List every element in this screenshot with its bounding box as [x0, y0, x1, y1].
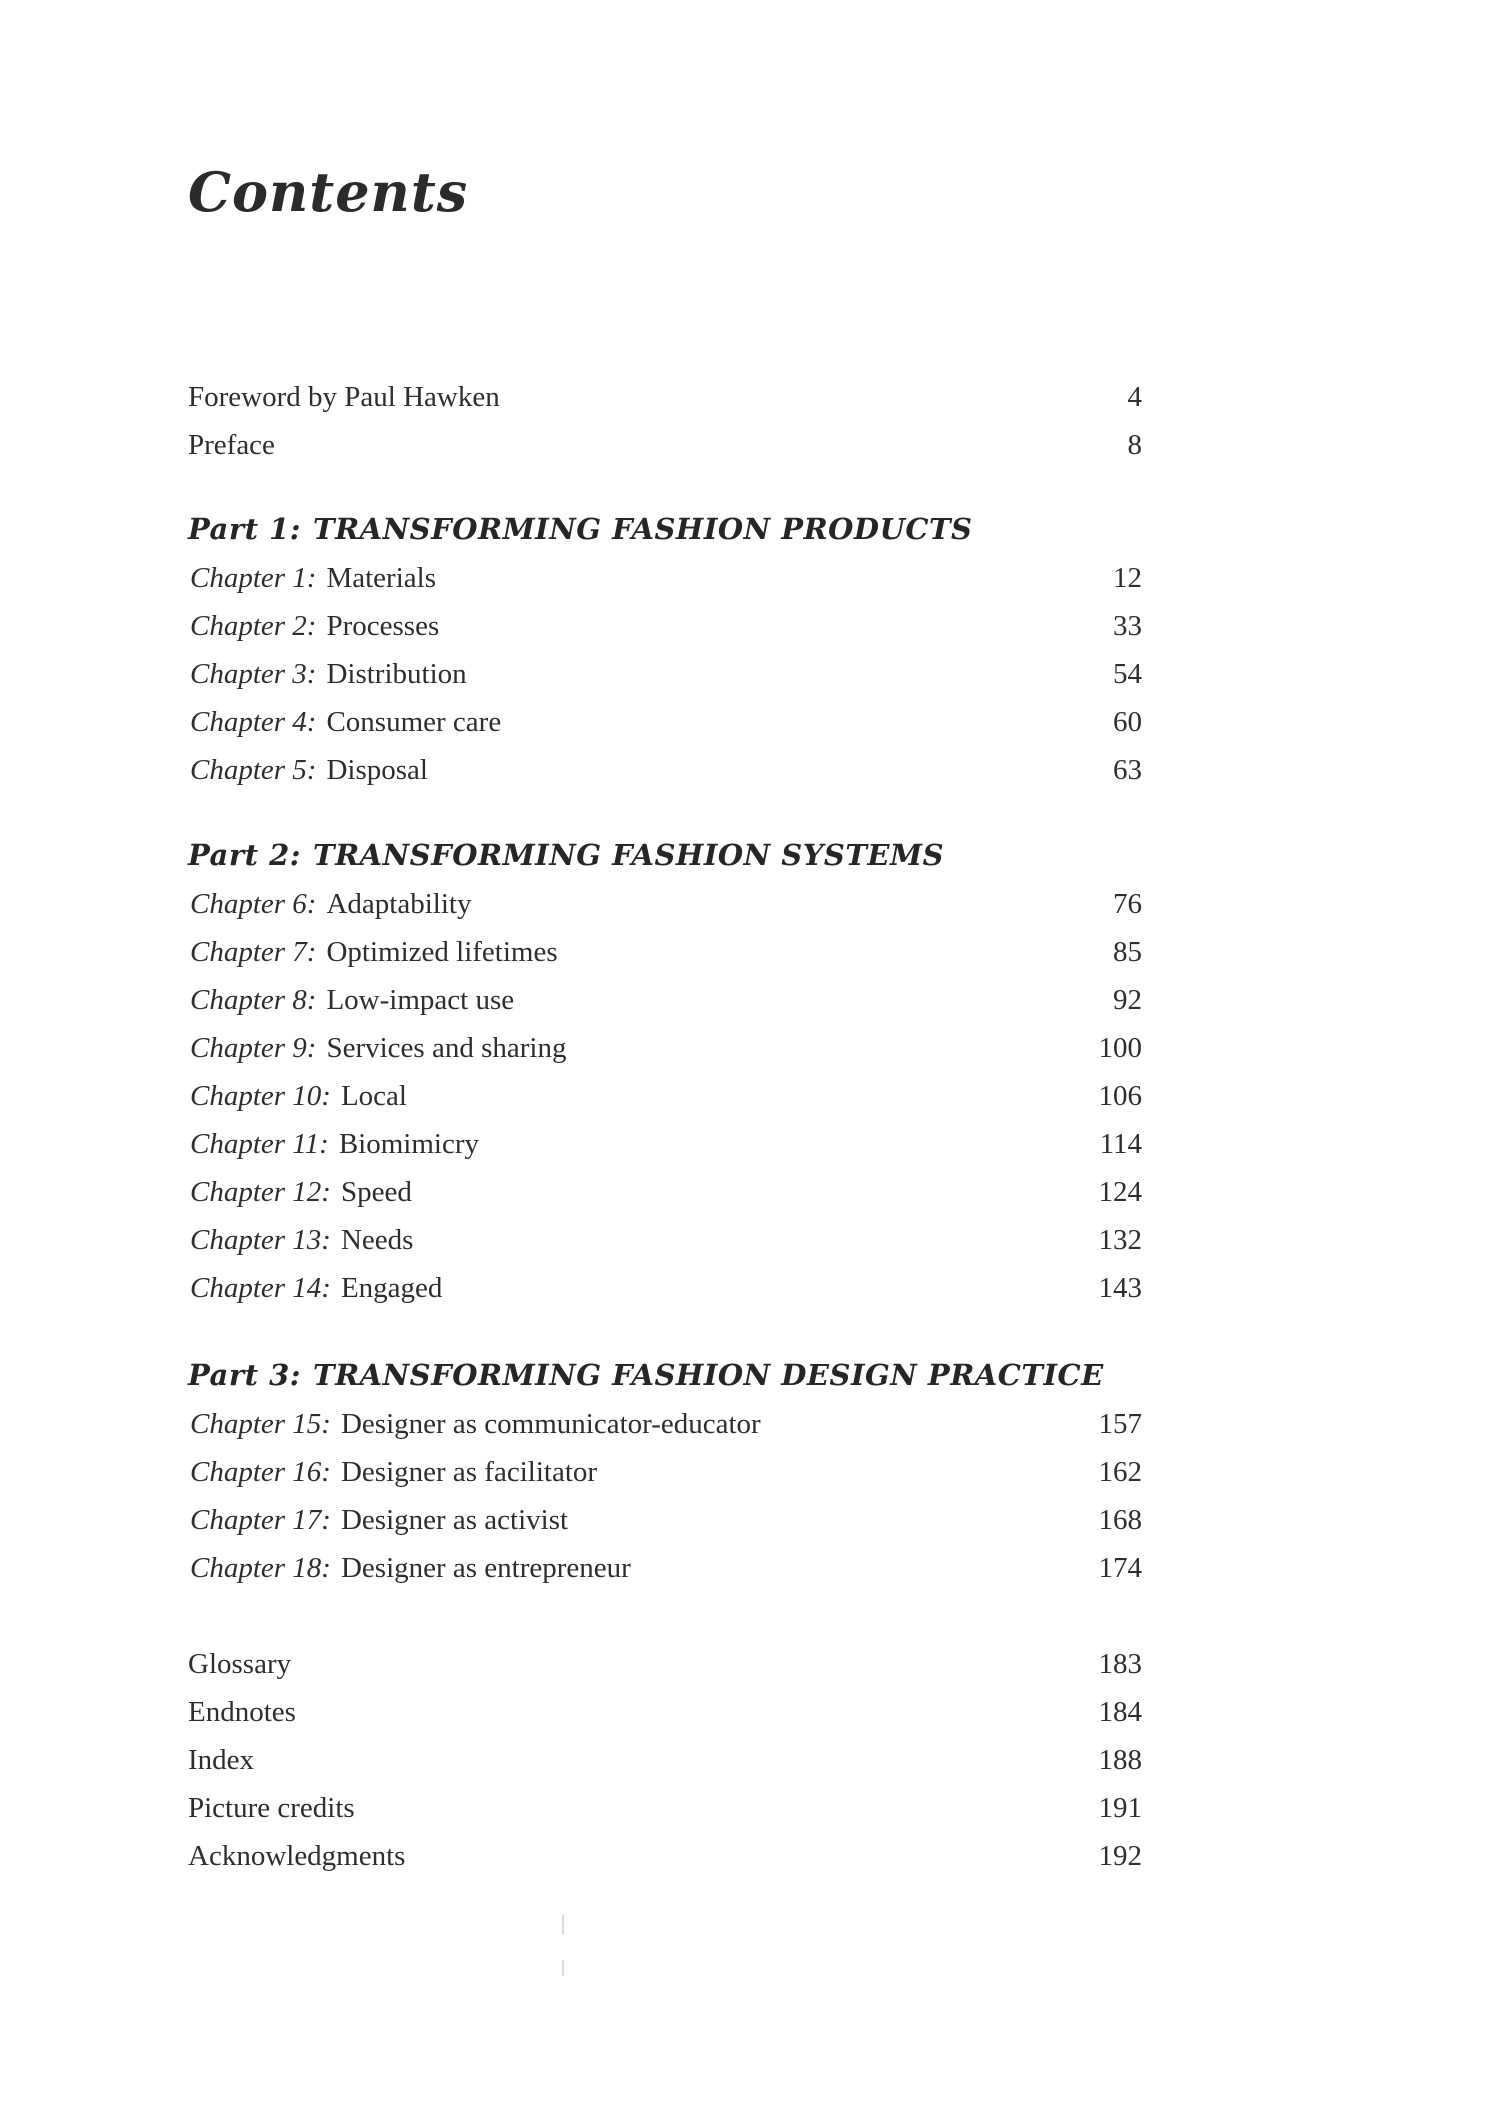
- part-2-heading: [188, 830, 1142, 880]
- toc-chapter-row[interactable]: [188, 976, 1142, 1024]
- toc-entry-page: 184: [1098, 1696, 1142, 1728]
- part-2-section: [188, 830, 1142, 1312]
- chapter-number: Chapter 6:: [190, 888, 317, 920]
- part-label: Part 3:: [188, 1358, 301, 1392]
- toc-entry-label: [188, 1120, 479, 1168]
- chapter-number: Chapter 11:: [190, 1128, 329, 1160]
- chapter-title: Materials: [326, 562, 436, 594]
- chapter-number: Chapter 1:: [190, 562, 317, 594]
- chapter-title: Local: [340, 1080, 407, 1112]
- toc-chapter-row[interactable]: [188, 1072, 1142, 1120]
- toc-entry-picture-credits[interactable]: [188, 1784, 1142, 1832]
- chapter-number: Chapter 4:: [190, 706, 317, 738]
- chapter-title: Designer as communicator-educator: [340, 1408, 761, 1440]
- chapter-title: Consumer care: [326, 706, 502, 738]
- chapter-title: Needs: [340, 1224, 414, 1256]
- toc-entry-label: Acknowledgments: [188, 1840, 406, 1872]
- chapter-title: Distribution: [326, 658, 467, 690]
- toc-chapter-row[interactable]: [188, 1544, 1142, 1592]
- toc-entry-label: [188, 746, 428, 794]
- toc-entry-page: 33: [1113, 610, 1142, 642]
- toc-entry-page: 162: [1098, 1456, 1142, 1488]
- chapter-title: Designer as activist: [340, 1504, 569, 1536]
- toc-entry-label: [188, 928, 558, 976]
- toc-entry-label: [188, 554, 436, 602]
- toc-entry-preface[interactable]: [188, 421, 1142, 469]
- toc-chapter-row[interactable]: [188, 1400, 1142, 1448]
- toc-entry-label: [188, 1544, 631, 1592]
- toc-entry-page: 8: [1127, 429, 1142, 461]
- chapter-number: Chapter 15:: [190, 1408, 331, 1440]
- toc-entry-page: 100: [1098, 1032, 1142, 1064]
- toc-entry-label: [188, 880, 471, 928]
- toc-entry-label: [188, 1264, 442, 1312]
- toc-chapter-row[interactable]: [188, 1168, 1142, 1216]
- part-label: Part 1:: [188, 512, 301, 546]
- chapter-number: Chapter 18:: [190, 1552, 331, 1584]
- toc-entry-acknowledgments[interactable]: [188, 1832, 1142, 1880]
- toc-chapter-row[interactable]: [188, 602, 1142, 650]
- chapter-number: Chapter 5:: [190, 754, 317, 786]
- chapter-title: Biomimicry: [338, 1128, 479, 1160]
- toc-entry-page: 85: [1113, 936, 1142, 968]
- chapter-number: Chapter 16:: [190, 1456, 331, 1488]
- toc-entry-label: Glossary: [188, 1648, 292, 1680]
- toc-entry-page: 92: [1113, 984, 1142, 1016]
- toc-entry-page: 174: [1098, 1552, 1142, 1584]
- toc-entry-endnotes[interactable]: [188, 1688, 1142, 1736]
- part-3-heading: [188, 1350, 1142, 1400]
- toc-chapter-row[interactable]: [188, 698, 1142, 746]
- toc-entry-page: 124: [1098, 1176, 1142, 1208]
- chapter-number: Chapter 14:: [190, 1272, 331, 1304]
- toc-entry-label: Index: [188, 1744, 255, 1776]
- toc-entry-label: [188, 698, 501, 746]
- toc-entry-page: 188: [1098, 1744, 1142, 1776]
- toc-entry-label: [188, 1448, 597, 1496]
- toc-entry-label: [188, 1168, 412, 1216]
- toc-entry-foreword[interactable]: [188, 373, 1142, 421]
- page-title: Contents: [188, 160, 469, 224]
- chapter-number: Chapter 13:: [190, 1224, 331, 1256]
- toc-entry-label: Picture credits: [188, 1792, 355, 1824]
- part-title: TRANSFORMING FASHION DESIGN PRACTICE: [312, 1358, 1104, 1392]
- toc-chapter-row[interactable]: [188, 1264, 1142, 1312]
- chapter-title: Disposal: [326, 754, 428, 786]
- toc-chapter-row[interactable]: [188, 650, 1142, 698]
- chapter-title: Low-impact use: [326, 984, 515, 1016]
- toc-entry-index[interactable]: [188, 1736, 1142, 1784]
- toc-entry-label: [188, 1216, 413, 1264]
- toc-entry-page: 143: [1098, 1272, 1142, 1304]
- toc-entry-label: [188, 602, 439, 650]
- toc-entry-page: 63: [1113, 754, 1142, 786]
- toc-chapter-row[interactable]: [188, 1216, 1142, 1264]
- toc-chapter-row[interactable]: [188, 1448, 1142, 1496]
- part-label: Part 2:: [188, 838, 301, 872]
- scan-artifact: [562, 1960, 564, 1976]
- toc-entry-label: Endnotes: [188, 1696, 296, 1728]
- toc-chapter-row[interactable]: [188, 554, 1142, 602]
- toc-entry-page: 54: [1113, 658, 1142, 690]
- toc-entry-page: 183: [1098, 1648, 1142, 1680]
- toc-entry-page: 106: [1098, 1080, 1142, 1112]
- toc-entry-page: 60: [1113, 706, 1142, 738]
- toc-entry-page: 76: [1113, 888, 1142, 920]
- toc-entry-label: [188, 1072, 407, 1120]
- toc-entry-label: [188, 1400, 761, 1448]
- toc-chapter-row[interactable]: [188, 1024, 1142, 1072]
- chapter-number: Chapter 3:: [190, 658, 317, 690]
- toc-entry-glossary[interactable]: [188, 1640, 1142, 1688]
- chapter-number: Chapter 7:: [190, 936, 317, 968]
- toc-entry-page: 4: [1127, 381, 1142, 413]
- chapter-number: Chapter 9:: [190, 1032, 317, 1064]
- front-matter-list: [188, 373, 1142, 469]
- toc-chapter-row[interactable]: [188, 928, 1142, 976]
- chapter-title: Processes: [326, 610, 440, 642]
- part-title: TRANSFORMING FASHION SYSTEMS: [312, 838, 945, 872]
- toc-entry-page: 132: [1098, 1224, 1142, 1256]
- chapter-title: Speed: [340, 1176, 412, 1208]
- toc-entry-label: [188, 1496, 568, 1544]
- toc-entry-page: 12: [1113, 562, 1142, 594]
- chapter-number: Chapter 2:: [190, 610, 317, 642]
- chapter-title: Designer as facilitator: [340, 1456, 598, 1488]
- toc-chapter-row[interactable]: [188, 1496, 1142, 1544]
- part-1-section: [188, 504, 1142, 794]
- toc-entry-label: [188, 976, 514, 1024]
- toc-entry-label: Foreword by Paul Hawken: [188, 381, 500, 413]
- chapter-title: Services and sharing: [326, 1032, 567, 1064]
- toc-entry-page: 192: [1098, 1840, 1142, 1872]
- chapter-number: Chapter 8:: [190, 984, 317, 1016]
- chapter-number: Chapter 17:: [190, 1504, 331, 1536]
- part-title: TRANSFORMING FASHION PRODUCTS: [312, 512, 973, 546]
- chapter-title: Adaptability: [326, 888, 472, 920]
- toc-entry-label: [188, 1024, 566, 1072]
- chapter-number: Chapter 10:: [190, 1080, 331, 1112]
- part-1-heading: [188, 504, 1142, 554]
- toc-entry-label: Preface: [188, 429, 275, 461]
- toc-entry-page: 157: [1098, 1408, 1142, 1440]
- toc-chapter-row[interactable]: [188, 1120, 1142, 1168]
- chapter-title: Designer as entrepreneur: [340, 1552, 631, 1584]
- scan-artifact: [562, 1915, 564, 1935]
- toc-chapter-row[interactable]: [188, 746, 1142, 794]
- toc-entry-page: 114: [1099, 1128, 1142, 1160]
- part-3-section: [188, 1350, 1142, 1592]
- toc-entry-label: [188, 650, 467, 698]
- chapter-title: Optimized lifetimes: [326, 936, 558, 968]
- toc-entry-page: 168: [1098, 1504, 1142, 1536]
- toc-entry-page: 191: [1098, 1792, 1142, 1824]
- chapter-number: Chapter 12:: [190, 1176, 331, 1208]
- back-matter-list: [188, 1640, 1142, 1880]
- toc-chapter-row[interactable]: [188, 880, 1142, 928]
- chapter-title: Engaged: [340, 1272, 443, 1304]
